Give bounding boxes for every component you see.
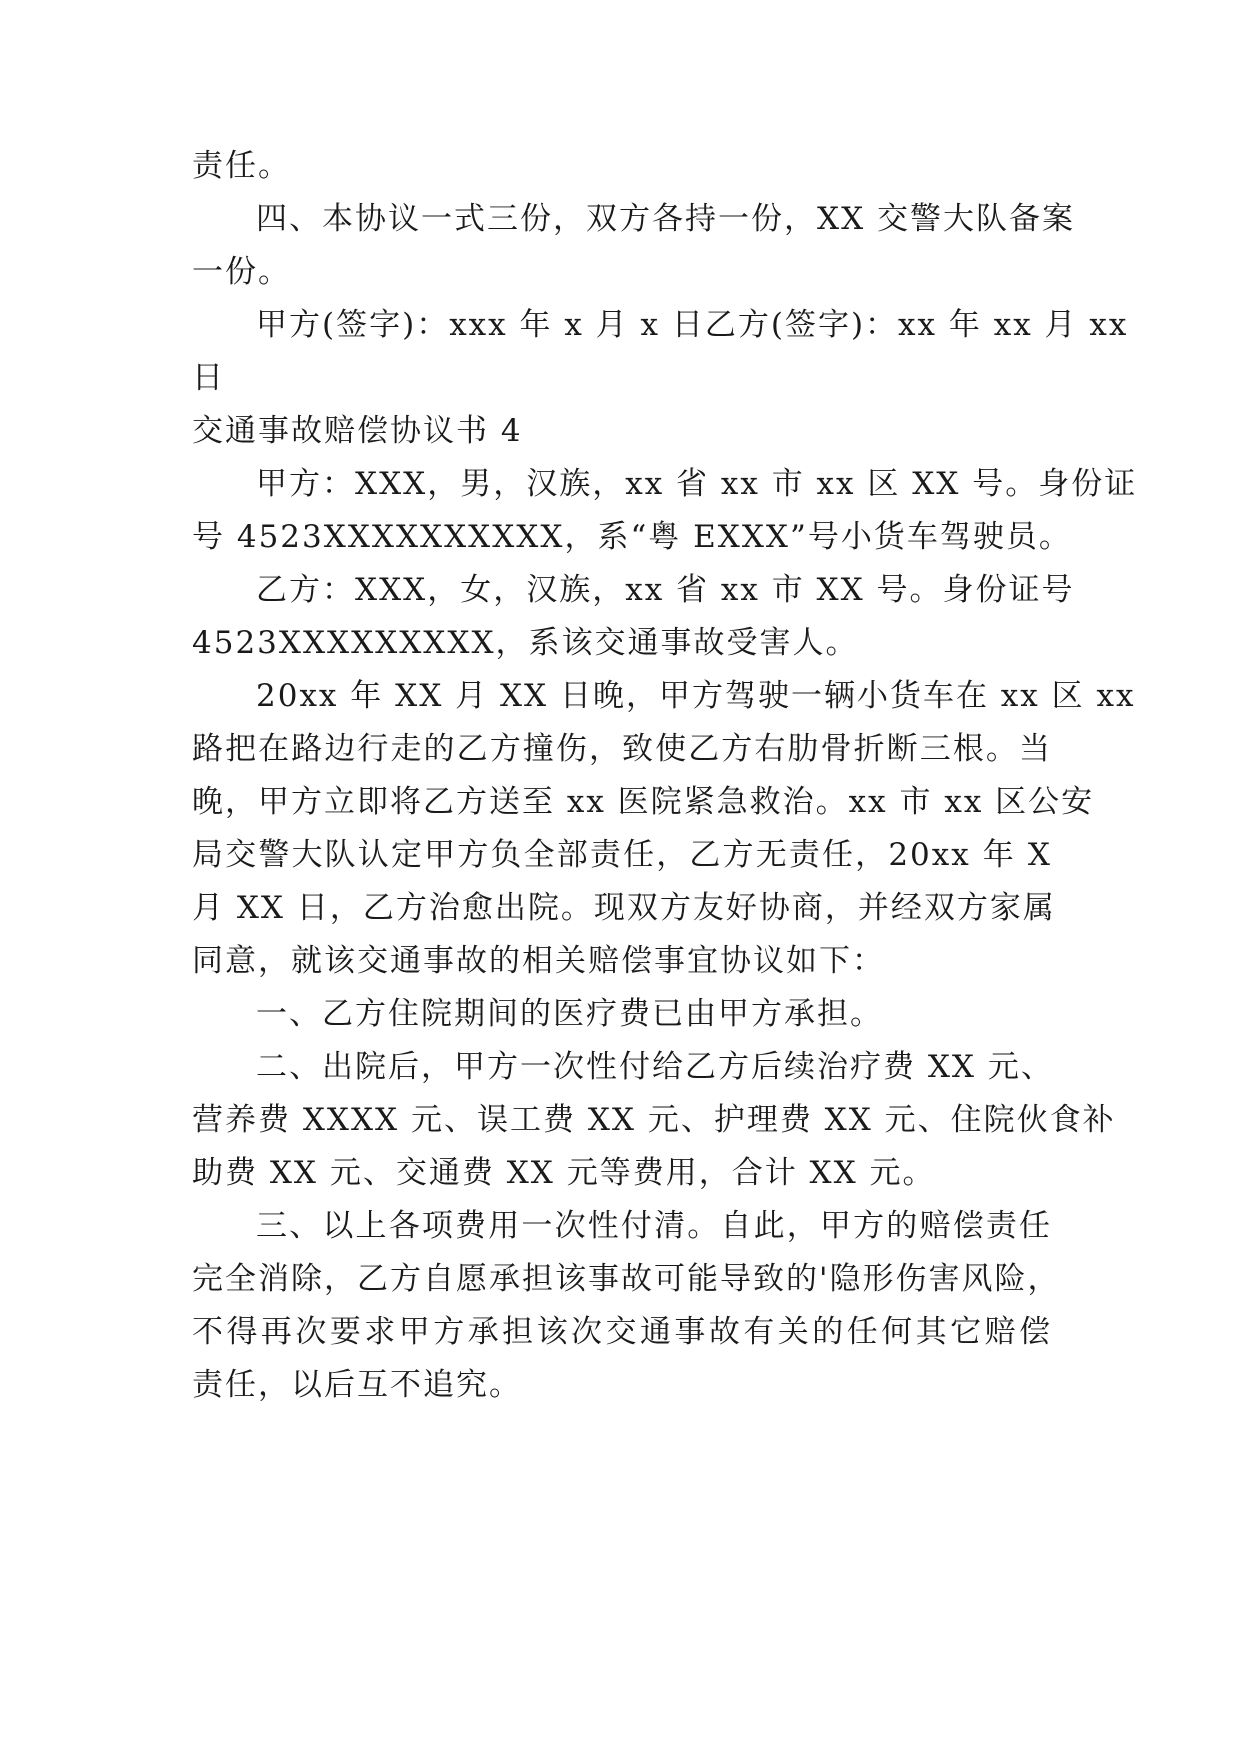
text-line: 三、以上各项费用一次性付清。自此，甲方的赔偿责任 xyxy=(256,1208,1052,1244)
text-line: 一份。 xyxy=(192,254,291,290)
text-line: 乙方：XXX，女，汉族，xx 省 xx 市 XX 号。身份证号 xyxy=(256,572,1075,608)
text-line: 助费 XX 元、交通费 XX 元等费用，合计 XX 元。 xyxy=(192,1155,936,1191)
text-line: 完全消除，乙方自愿承担该事故可能导致的'隐形伤害风险， xyxy=(192,1261,1061,1297)
text-line: 20xx 年 XX 月 XX 日晚，甲方驾驶一辆小货车在 xx 区 xx xyxy=(256,678,1136,714)
text-line: 晚，甲方立即将乙方送至 xx 医院紧急救治。xx 市 xx 区公安 xyxy=(192,784,1095,820)
text-line: 营养费 XXXX 元、误工费 XX 元、护理费 XX 元、住院伙食补 xyxy=(192,1102,1116,1138)
text-line: 四、本协议一式三份，双方各持一份，XX 交警大队备案 xyxy=(256,201,1075,237)
text-line: 号 4523XXXXXXXXXX，系“粤 EXXX”号小货车驾驶员。 xyxy=(192,519,1072,555)
text-line: 二、出院后，甲方一次性付给乙方后续治疗费 XX 元、 xyxy=(256,1049,1054,1085)
text-line: 日 xyxy=(192,360,225,396)
text-line: 4523XXXXXXXXX，系该交通事故受害人。 xyxy=(192,625,859,661)
section-heading: 交通事故赔偿协议书 4 xyxy=(192,413,523,449)
text-line: 路把在路边行走的乙方撞伤，致使乙方右肋骨折断三根。当 xyxy=(192,731,1052,767)
text-line: 同意，就该交通事故的相关赔偿事宜协议如下： xyxy=(192,943,885,979)
text-line: 责任。 xyxy=(192,148,291,184)
text-line: 甲方(签字)：xxx 年 x 月 x 日乙方(签字)：xx 年 xx 月 xx xyxy=(256,307,1129,343)
text-line: 一、乙方住院期间的医疗费已由甲方承担。 xyxy=(256,996,883,1032)
text-line: 月 XX 日，乙方治愈出院。现双方友好协商，并经双方家属 xyxy=(192,890,1056,926)
text-line: 局交警大队认定甲方负全部责任，乙方无责任，20xx 年 X xyxy=(192,837,1052,873)
text-line: 甲方：XXX，男，汉族，xx 省 xx 市 xx 区 XX 号。身份证 xyxy=(256,466,1138,502)
text-line: 责任，以后互不追究。 xyxy=(192,1367,522,1403)
text-line: 不得再次要求甲方承担该次交通事故有关的任何其它赔偿 xyxy=(192,1314,1052,1350)
